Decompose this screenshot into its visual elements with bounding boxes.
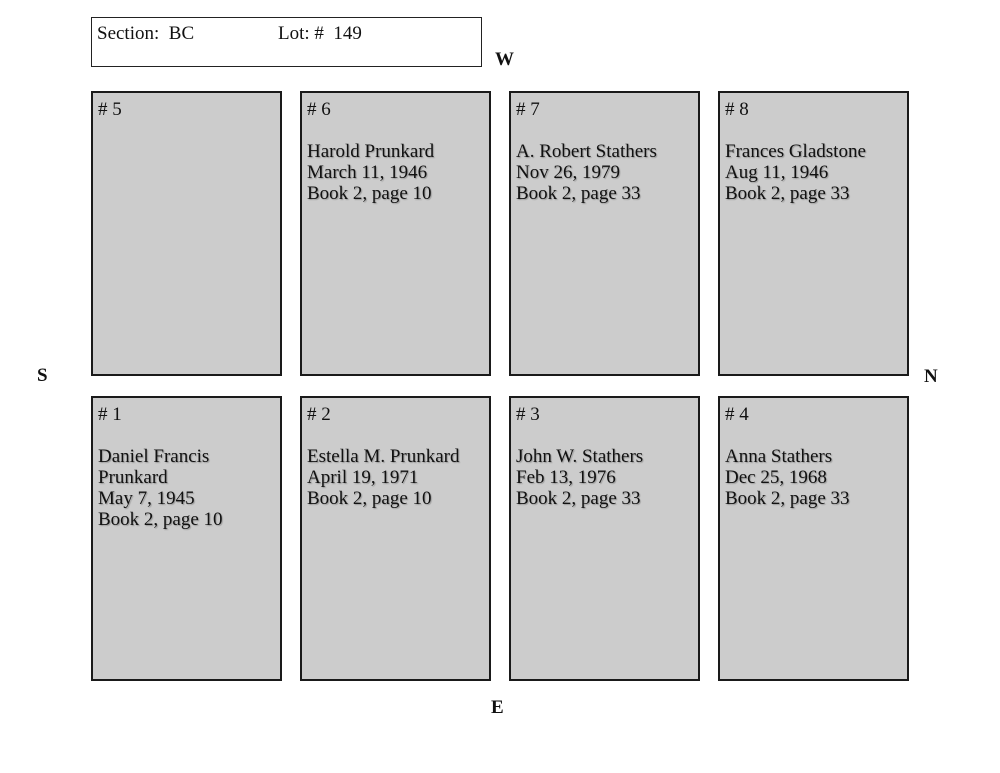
plot-detail-line: Book 2, page 10 <box>98 509 223 530</box>
section-label: Section: BC <box>97 23 195 44</box>
plot-details <box>725 446 905 509</box>
plot-detail-line: March 11, 1946 <box>307 162 428 183</box>
plot-detail-line: Harold Prunkard <box>307 141 435 162</box>
plot-detail-line: Book 2, page 33 <box>725 488 850 509</box>
lot-label: Lot: # 149 <box>278 23 362 44</box>
plot-detail-line: Book 2, page 33 <box>516 183 641 204</box>
plot-detail-line: Prunkard <box>98 467 168 488</box>
plot-detail-line: Feb 13, 1976 <box>516 467 616 488</box>
plot-number: # 3 <box>516 404 540 425</box>
plot-detail-line: Book 2, page 10 <box>307 183 432 204</box>
plot-detail-line: Aug 11, 1946 <box>725 162 829 183</box>
plot-1 <box>91 396 282 681</box>
plot-number: # 5 <box>98 99 122 120</box>
plot-details <box>516 141 696 204</box>
plot-detail-line: A. Robert Stathers <box>516 141 657 162</box>
plot-detail-line: Frances Gladstone <box>725 141 866 162</box>
plot-number: # 8 <box>725 99 749 120</box>
section-lot-header <box>91 17 482 67</box>
plot-number: # 1 <box>98 404 122 425</box>
plot-details <box>307 446 487 509</box>
plot-details <box>307 141 487 204</box>
plot-8 <box>718 91 909 376</box>
plot-6 <box>300 91 491 376</box>
plot-7 <box>509 91 700 376</box>
plot-detail-line: Book 2, page 33 <box>516 488 641 509</box>
compass-west: W <box>495 49 514 70</box>
plot-5 <box>91 91 282 376</box>
plot-detail-line: Book 2, page 33 <box>725 183 850 204</box>
compass-east: E <box>491 697 504 718</box>
plot-number: # 2 <box>307 404 331 425</box>
plot-detail-line: Book 2, page 10 <box>307 488 432 509</box>
plot-number: # 4 <box>725 404 749 425</box>
plot-number: # 6 <box>307 99 331 120</box>
plot-detail-line: April 19, 1971 <box>307 467 419 488</box>
plot-detail-line: Daniel Francis <box>98 446 210 467</box>
plot-detail-line: Dec 25, 1968 <box>725 467 827 488</box>
compass-north: N <box>924 366 938 387</box>
plot-detail-line: Estella M. Prunkard <box>307 446 460 467</box>
plot-3 <box>509 396 700 681</box>
plot-details <box>98 446 278 530</box>
plot-number: # 7 <box>516 99 540 120</box>
plot-detail-line: May 7, 1945 <box>98 488 195 509</box>
plot-detail-line: Nov 26, 1979 <box>516 162 620 183</box>
compass-south: S <box>37 365 48 386</box>
plot-4 <box>718 396 909 681</box>
plot-detail-line: Anna Stathers <box>725 446 833 467</box>
plot-detail-line: John W. Stathers <box>516 446 644 467</box>
plot-details <box>516 446 696 509</box>
plot-2 <box>300 396 491 681</box>
plot-details <box>725 141 905 204</box>
